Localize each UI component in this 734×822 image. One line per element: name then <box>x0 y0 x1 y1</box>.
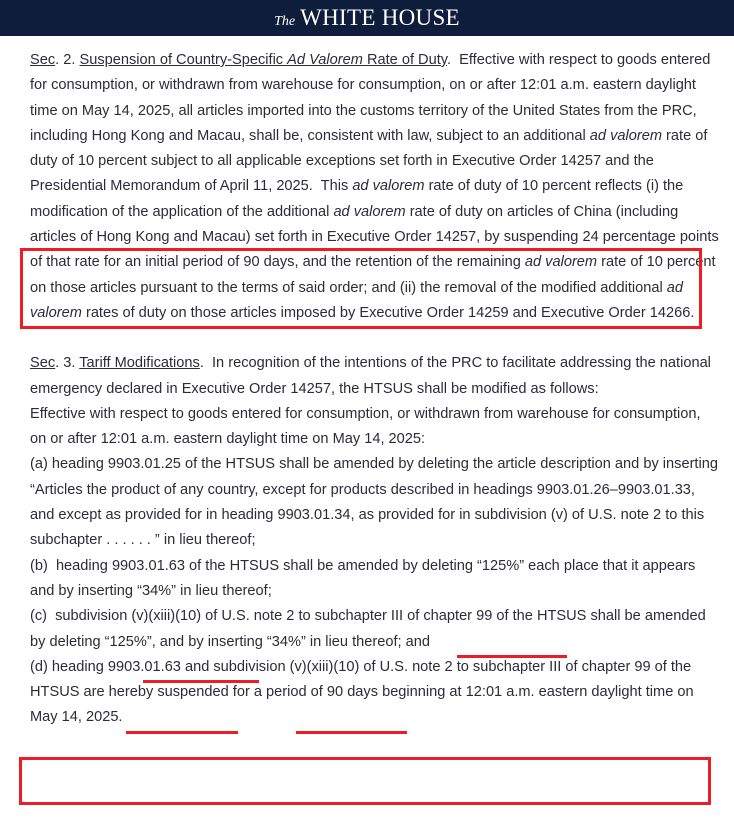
section-3-intro <box>30 351 720 402</box>
sec2-number: . 2. <box>55 52 76 68</box>
section-2-paragraph <box>30 48 723 326</box>
sec3-item-a: (a) heading 9903.01.25 of the HTSUS shall be amended by deleting the article description and by inserting “Articles the product of any country, except for products described in headings 9903.01.26–9903.01.33, and except as provided for in heading 9903.01.34, as provided for in subdivision (v) of U.S. note 2 to this subchapter . . . . . . ” in lieu thereof; <box>30 456 718 549</box>
sec3-b-inserting: inserting “34%” <box>77 582 177 599</box>
sec2-text-2: rate of duty of 10 percent subject to all applicable exceptions set forth in Executive Order 14257 and the Presidential Memorandum of April 11, 2025. This <box>30 127 712 195</box>
paragraph-gap <box>30 326 720 351</box>
sec3-c-text-3: in lieu thereof; and <box>305 633 430 650</box>
sec3-b-text-3: in lieu thereof; <box>176 582 272 599</box>
sec2-text-6: rates of duty on those articles imposed by Executive Order 14259 and Executive Order 14266. <box>81 304 695 321</box>
sec2-text-1: . Effective with respect to goods entered for consumption, or withdrawn from warehouse for consumption, on or after 12:01 a.m. eastern daylight time on May 14, 2025, all articles imported into the customs territory of the United States from the PRC, including Hong Kong and Macau, shall be, consistent with law, subject to an additional <box>30 52 715 144</box>
sec3-b-text-2: each place that it appears and by <box>30 557 700 599</box>
document-body <box>30 48 723 731</box>
sec2-text-4: rate of duty on articles of China (including articles of Hong Kong and Macau) set forth in Executive Order 14257, by suspending 24 percentage points of that rate for an initial period of 90 days, and the retention of the remaining <box>30 203 723 271</box>
sec2-italic-5: ad valorem <box>30 279 688 321</box>
sec3-b-deleting: deleting “125%” <box>421 557 525 574</box>
underline-c-deleting <box>126 731 238 734</box>
sec3-number: . 3. <box>55 355 76 372</box>
logo-prefix: The <box>274 14 296 29</box>
highlight-box-item-d <box>19 757 711 805</box>
sec3-effective: Effective with respect to goods entered for consumption, or withdrawn from warehouse for consumption, on or after 12:01 a.m. eastern daylight time on May 14, 2025: <box>30 405 701 448</box>
sec2-heading <box>80 52 447 68</box>
sec2-italic-2: ad valorem <box>352 178 425 195</box>
underline-c-inserting <box>296 731 407 734</box>
sec3-item-b <box>30 554 720 605</box>
sec3-c-deleting: deleting “125%” <box>49 633 152 650</box>
white-house-logo[interactable] <box>274 5 460 31</box>
sec2-label: Sec <box>30 52 56 68</box>
sec2-heading-italic: Ad Valorem <box>287 52 363 68</box>
sec2-text-3: rate of duty of 10 percent reflects (i) the modification of the application of the additional <box>30 178 688 220</box>
sec2-heading-a: Suspension of Country-Specific <box>79 52 288 68</box>
sec2-italic-4: ad valorem <box>524 254 598 271</box>
sec2-heading-b: Rate of Duty <box>362 52 447 68</box>
sec3-label: Sec <box>30 355 56 372</box>
sec3-heading: Tariff Modifications <box>79 355 200 372</box>
sec3-item-c <box>30 604 720 655</box>
sec3-c-text-2: , and by <box>151 633 208 650</box>
sec3-c-inserting: inserting “34%” <box>207 633 306 650</box>
sec2-italic-3: ad valorem <box>333 203 406 220</box>
sec2-italic-1: ad valorem <box>589 127 662 144</box>
sec3-item-d: (d) heading 9903.01.63 and subdivision (v)(xiii)(10) of U.S. note 2 to subchapter III of chapter 99 of the HTSUS are hereby suspended for a period of 90 days beginning at 12:01 a.m. eastern daylight time on May 14, 2025. <box>30 658 694 726</box>
logo-wordmark: WHITE HOUSE <box>300 5 460 30</box>
sec3-intro-text: . In recognition of the intentions of the PRC to facilitate addressing the national emergency declared in Executive Order 14257, the HTSUS shall be modified as follows: <box>30 355 715 397</box>
sec3-c-text-1: (c) subdivision (v)(xiii)(10) of U.S. note 2 to subchapter III of chapter 99 of the HTSUS shall be amended by <box>30 608 710 650</box>
sec2-text-5: rate of 10 percent on those articles pursuant to the terms of said order; and (ii) the removal of the modified additional <box>30 254 720 296</box>
site-header <box>0 0 734 36</box>
sec3-b-text-1: (b) heading 9903.01.63 of the HTSUS shall be amended by <box>30 557 422 574</box>
